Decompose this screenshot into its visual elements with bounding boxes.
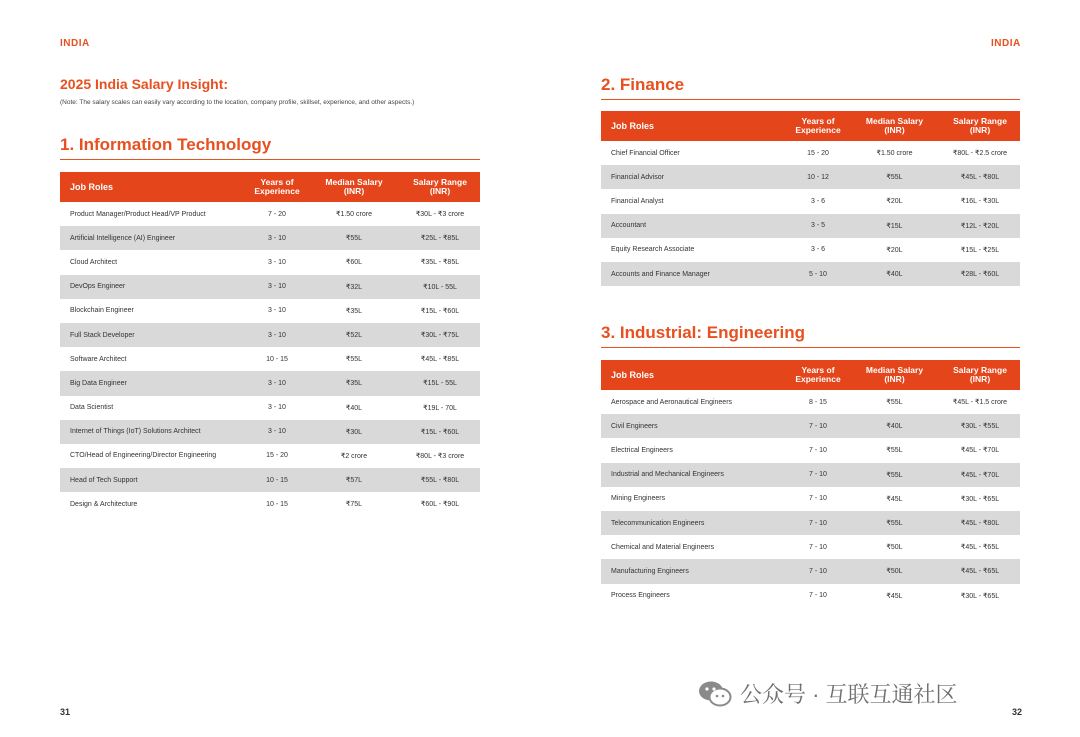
experience-cell: 8 - 15	[809, 398, 827, 406]
salary-range-cell: ₹45L - ₹85L	[420, 356, 460, 364]
section-rule	[601, 347, 1020, 348]
role-cell: Cloud Architect	[70, 258, 118, 266]
median-salary-cell: ₹45L	[886, 495, 903, 503]
table-row	[601, 214, 1020, 238]
table-row	[601, 463, 1020, 487]
role-cell: Data Scientist	[70, 404, 114, 412]
role-cell: Accounts and Finance Manager	[601, 262, 787, 286]
role-cell: Big Data Engineer	[60, 371, 246, 395]
header-job-roles: Job Roles	[60, 172, 246, 202]
watermark-text: 公众号 · 互联互通社区	[740, 682, 958, 707]
header-job-roles: Job Roles	[601, 111, 787, 141]
engineering-salary-table	[601, 360, 1020, 608]
role-cell: Artificial Intelligence (AI) Engineer	[60, 226, 246, 250]
section-rule	[601, 99, 1020, 100]
experience-cell: 3 - 10	[246, 275, 308, 299]
experience-cell: 7 - 10	[809, 592, 827, 600]
median-salary-cell: ₹15L	[849, 214, 940, 238]
role-cell: Telecommunication Engineers	[601, 511, 787, 535]
salary-range-cell: ₹30L - ₹65L	[960, 495, 1000, 503]
median-salary-cell: ₹35L	[308, 371, 400, 395]
salary-range-cell: ₹55L - ₹80L	[400, 468, 480, 492]
role-cell: CTO/Head of Engineering/Director Engineering	[70, 452, 217, 460]
salary-range-cell: ₹45L - ₹65L	[940, 559, 1020, 583]
salary-range-cell: ₹30L - ₹55L	[940, 414, 1020, 438]
header-median-salary: Median Salary (INR)	[849, 111, 940, 141]
experience-cell: 15 - 20	[266, 452, 288, 460]
median-salary-cell: ₹1.50 crore	[336, 211, 372, 219]
country-label: INDIA	[991, 38, 1021, 49]
table-row	[60, 275, 480, 299]
table-row	[60, 250, 480, 274]
table-row	[60, 444, 480, 468]
role-cell: Civil Engineers	[601, 414, 787, 438]
table-row	[601, 189, 1020, 213]
header-salary-range: Salary Range (INR)	[940, 111, 1020, 141]
table-row	[601, 487, 1020, 511]
median-salary-cell: ₹20L	[886, 246, 903, 254]
experience-cell: 7 - 10	[787, 414, 849, 438]
table-header-row	[60, 172, 480, 202]
table-row	[601, 238, 1020, 262]
it-salary-table	[60, 172, 480, 516]
median-salary-cell: ₹55L	[308, 226, 400, 250]
experience-cell: 3 - 10	[268, 307, 286, 315]
role-cell: Financial Advisor	[601, 165, 787, 189]
experience-cell: 7 - 10	[809, 543, 827, 551]
salary-range-cell: ₹16L - ₹30L	[960, 198, 1000, 206]
header-experience: Years of Experience	[246, 172, 308, 202]
median-salary-cell: ₹1.50 crore	[876, 150, 913, 158]
table-row	[60, 468, 480, 492]
table-row	[60, 226, 480, 250]
role-cell: Product Manager/Product Head/VP Product	[70, 210, 206, 218]
median-salary-cell: ₹35L	[345, 307, 363, 315]
salary-range-cell: ₹45L - ₹80L	[940, 165, 1020, 189]
experience-cell: 3 - 10	[268, 258, 286, 266]
table-row	[601, 584, 1020, 608]
salary-range-cell: ₹45L - ₹70L	[960, 447, 1000, 455]
salary-range-cell: ₹45L - ₹70L	[940, 463, 1020, 487]
table-row	[60, 347, 480, 371]
table-row	[601, 414, 1020, 438]
salary-range-cell: ₹80L - ₹2.5 crore	[952, 150, 1008, 158]
experience-cell: 3 - 5	[787, 214, 849, 238]
median-salary-cell: ₹40L	[849, 414, 940, 438]
table-row	[601, 141, 1020, 165]
role-cell: Electrical Engineers	[611, 446, 673, 454]
median-salary-cell: ₹52L	[308, 323, 400, 347]
experience-cell: 10 - 15	[266, 500, 288, 508]
salary-range-cell: ₹45L - ₹65L	[960, 544, 1000, 552]
median-salary-cell: ₹55L	[849, 165, 940, 189]
median-salary-cell: ₹75L	[345, 501, 363, 509]
page-number: 31	[60, 707, 71, 717]
role-cell: DevOps Engineer	[60, 275, 246, 299]
insight-title: 2025 India Salary Insight:	[60, 76, 229, 92]
salary-range-cell: ₹45L - ₹80L	[940, 511, 1020, 535]
role-cell: Accountant	[601, 214, 787, 238]
header-median-salary: Median Salary (INR)	[849, 360, 940, 390]
page-number: 32	[1012, 707, 1023, 717]
role-cell: Internet of Things (IoT) Solutions Architect	[60, 420, 246, 444]
salary-range-cell: ₹19L - 70L	[423, 404, 457, 412]
salary-range-cell: ₹15L - ₹25L	[960, 246, 1000, 254]
role-cell: Design & Architecture	[70, 500, 138, 508]
salary-range-cell: ₹15L - ₹60L	[400, 420, 480, 444]
section-title-engineering: 3. Industrial: Engineering	[601, 323, 806, 342]
experience-cell: 7 - 10	[787, 559, 849, 583]
header-job-roles: Job Roles	[601, 360, 787, 390]
median-salary-cell: ₹57L	[308, 468, 400, 492]
salary-range-cell: ₹45L - ₹1.5 crore	[952, 399, 1008, 407]
median-salary-cell: ₹50L	[849, 559, 940, 583]
median-salary-cell: ₹55L	[849, 463, 940, 487]
experience-cell: 3 - 10	[268, 404, 286, 412]
salary-range-cell: ₹15L - ₹60L	[420, 307, 460, 315]
table-row	[601, 165, 1020, 189]
table-row	[601, 438, 1020, 462]
header-median-salary: Median Salary (INR)	[308, 172, 400, 202]
experience-cell: 3 - 10	[246, 420, 308, 444]
header-experience: Years of Experience	[787, 360, 849, 390]
table-row	[60, 420, 480, 444]
median-salary-cell: ₹40L	[345, 404, 363, 412]
role-cell: Manufacturing Engineers	[601, 559, 787, 583]
table-row	[601, 262, 1020, 286]
median-salary-cell: ₹55L	[849, 511, 940, 535]
salary-range-cell: ₹80L - ₹3 crore	[415, 452, 465, 460]
role-cell: Head of Tech Support	[60, 468, 246, 492]
experience-cell: 15 - 20	[807, 149, 829, 157]
median-salary-cell: ₹32L	[308, 275, 400, 299]
table-row	[601, 390, 1020, 414]
table-row	[60, 323, 480, 347]
section-title-finance: 2. Finance	[601, 75, 685, 94]
experience-cell: 7 - 10	[787, 463, 849, 487]
table-header-row	[601, 111, 1020, 141]
table-row	[601, 535, 1020, 559]
median-salary-cell: ₹55L	[886, 447, 903, 455]
role-cell: Process Engineers	[611, 592, 670, 600]
role-cell: Industrial and Mechanical Engineers	[601, 463, 787, 487]
median-salary-cell: ₹50L	[886, 544, 903, 552]
experience-cell: 10 - 15	[246, 468, 308, 492]
insight-note: (Note: The salary scales can easily vary according to the location, company profile, skillset, experience, and other aspects.)	[60, 99, 415, 106]
median-salary-cell: ₹2 crore	[340, 452, 368, 460]
salary-range-cell: ₹35L - ₹85L	[420, 259, 460, 267]
salary-range-cell: ₹10L - 55L	[400, 275, 480, 299]
salary-range-cell: ₹60L - ₹90L	[420, 501, 460, 509]
experience-cell: 7 - 10	[809, 446, 827, 454]
role-cell: Aerospace and Aeronautical Engineers	[611, 398, 733, 406]
salary-range-cell: ₹28L - ₹60L	[940, 262, 1020, 286]
median-salary-cell: ₹55L	[886, 399, 903, 407]
salary-range-cell: ₹30L - ₹3 crore	[415, 211, 465, 219]
section-title-it: 1. Information Technology	[60, 135, 272, 154]
finance-salary-table	[601, 111, 1020, 286]
salary-range-cell: ₹30L - ₹75L	[400, 323, 480, 347]
header-experience: Years of Experience	[787, 111, 849, 141]
median-salary-cell: ₹20L	[886, 198, 903, 206]
role-cell: Software Architect	[70, 355, 127, 363]
role-cell: Chief Financial Officer	[611, 149, 680, 157]
median-salary-cell: ₹30L	[308, 420, 400, 444]
wechat-icon	[698, 680, 732, 708]
right-page	[540, 0, 1080, 737]
experience-cell: 3 - 6	[810, 197, 825, 205]
experience-cell: 5 - 10	[787, 262, 849, 286]
role-cell: Mining Engineers	[611, 495, 666, 503]
salary-range-cell: ₹15L - 55L	[400, 371, 480, 395]
salary-range-cell: ₹30L - ₹65L	[960, 592, 1000, 600]
role-cell: Blockchain Engineer	[70, 307, 134, 315]
median-salary-cell: ₹55L	[345, 356, 363, 364]
experience-cell: 3 - 10	[246, 323, 308, 347]
table-row	[60, 396, 480, 420]
role-cell: Chemical and Material Engineers	[611, 543, 715, 551]
experience-cell: 3 - 10	[246, 226, 308, 250]
watermark	[698, 678, 958, 709]
table-row	[601, 559, 1020, 583]
experience-cell: 7 - 10	[809, 495, 827, 503]
table-row	[60, 202, 480, 226]
experience-cell: 10 - 12	[787, 165, 849, 189]
role-cell: Equity Research Associate	[611, 246, 695, 254]
experience-cell: 10 - 15	[266, 355, 288, 363]
table-row	[60, 299, 480, 323]
role-cell: Full Stack Developer	[60, 323, 246, 347]
median-salary-cell: ₹60L	[345, 259, 363, 267]
median-salary-cell: ₹45L	[886, 592, 903, 600]
country-label: INDIA	[60, 38, 90, 49]
experience-cell: 7 - 10	[787, 511, 849, 535]
table-row	[60, 492, 480, 516]
median-salary-cell: ₹40L	[849, 262, 940, 286]
experience-cell: 7 - 20	[268, 210, 286, 218]
table-row	[60, 371, 480, 395]
experience-cell: 3 - 10	[246, 371, 308, 395]
header-salary-range: Salary Range (INR)	[940, 360, 1020, 390]
salary-range-cell: ₹25L - ₹85L	[400, 226, 480, 250]
role-cell: Financial Analyst	[611, 197, 664, 205]
salary-range-cell: ₹12L - ₹20L	[940, 214, 1020, 238]
table-header-row	[601, 360, 1020, 390]
header-salary-range: Salary Range (INR)	[400, 172, 480, 202]
table-row	[601, 511, 1020, 535]
experience-cell: 3 - 6	[810, 246, 825, 254]
section-rule	[60, 159, 480, 160]
